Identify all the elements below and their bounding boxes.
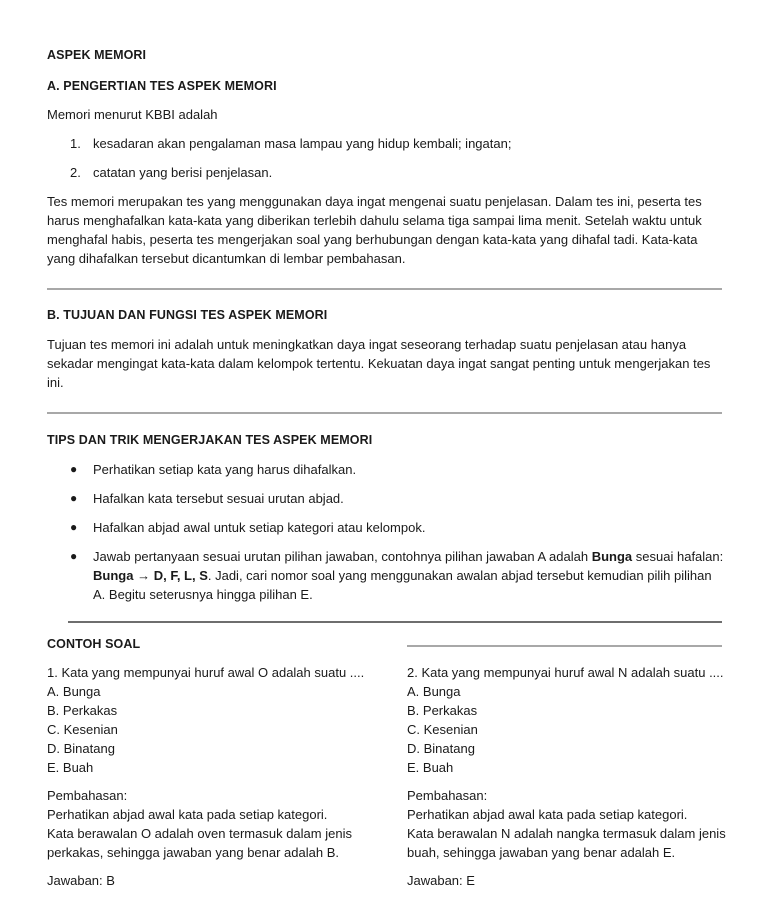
divider — [407, 645, 722, 647]
option-a: A. Bunga — [407, 684, 461, 699]
tips-heading: TIPS DAN TRIK MENGERJAKAN TES ASPEK MEMORI — [47, 433, 373, 447]
question-text: 2. Kata yang mempunyai huruf awal N adalah suatu .... — [407, 665, 724, 680]
option-e: E. Buah — [407, 760, 454, 775]
option-e: E. Buah — [47, 760, 94, 775]
discussion-line: Kata berawalan N adalah nangka termasuk dalam jenis — [407, 826, 726, 841]
divider — [47, 412, 722, 414]
example-question-1 — [47, 663, 367, 890]
list-item-number: 1. — [70, 136, 81, 151]
document-title: ASPEK MEMORI — [47, 48, 147, 62]
example-question-2 — [407, 663, 727, 890]
option-a: A. Bunga — [47, 684, 101, 699]
bullet-icon: ● — [70, 462, 78, 476]
bullet-icon: ● — [70, 491, 78, 505]
divider — [47, 288, 722, 290]
discussion-line: buah, sehingga jawaban yang benar adalah E. — [407, 845, 676, 860]
option-b: B. Perkakas — [47, 703, 118, 718]
list-item-number: 2. — [70, 165, 81, 180]
bullet-icon: ● — [70, 520, 78, 534]
option-d: D. Binatang — [407, 741, 475, 756]
tips-item: Perhatikan setiap kata yang harus dihafalkan. — [93, 462, 357, 477]
answer: Jawaban: E — [407, 873, 475, 888]
list-item: catatan yang berisi penjelasan. — [93, 165, 273, 180]
option-c: C. Kesenian — [407, 722, 478, 737]
examples-heading: CONTOH SOAL — [47, 637, 141, 651]
section-a-paragraph: Tes memori merupakan tes yang menggunakan daya ingat mengenai suatu penjelasan. Dalam tes ini, peserta tes harus menghafalkan kata-kata yang diberikan terlebih dahulu selama tiga sampai lima menit. Setelah waktu untuk menghafal habis, peserta tes mengerjakan soal yang berhubungan dengan kata-kata yang dihafal tadi. Kata-kata yang dihafalkan tersebut dicantumkan di lembar pembahasan. — [47, 194, 702, 266]
divider — [68, 621, 722, 623]
discussion-line: perkakas, sehingga jawaban yang benar adalah B. — [47, 845, 339, 860]
discussion-label: Pembahasan: — [407, 788, 488, 803]
discussion-label: Pembahasan: — [47, 788, 128, 803]
discussion-line: Kata berawalan O adalah oven termasuk dalam jenis — [47, 826, 352, 841]
tips-item: Hafalkan kata tersebut sesuai urutan abjad. — [93, 491, 344, 506]
list-item: kesadaran akan pengalaman masa lampau yang hidup kembali; ingatan; — [93, 136, 512, 151]
tips-item: Hafalkan abjad awal untuk setiap kategori atau kelompok. — [93, 520, 426, 535]
discussion-line: Perhatikan abjad awal kata pada setiap kategori. — [407, 807, 688, 822]
option-b: B. Perkakas — [407, 703, 478, 718]
tips-item-last: Jawab pertanyaan sesuai urutan pilihan jawaban, contohnya pilihan jawaban A adalah Bunga sesuai hafalan: Bunga → D, F, L, S. Jadi, cari nomor soal yang menggunakan awalan abjad tersebut kemudian pilih pilihan A. Begitu seterusnya hingga pilihan E. — [93, 549, 724, 602]
option-d: D. Binatang — [47, 741, 115, 756]
section-a-intro: Memori menurut KBBI adalah — [47, 107, 218, 122]
bullet-icon: ● — [70, 549, 78, 563]
option-c: C. Kesenian — [47, 722, 118, 737]
section-b-paragraph: Tujuan tes memori ini adalah untuk meningkatkan daya ingat seseorang terhadap suatu penjelasan atau hanya sekadar mengingat kata-kata dalam kelompok tertentu. Kekuatan daya ingat sangat penting untuk mengerjakan tes ini. — [47, 337, 711, 390]
question-text: 1. Kata yang mempunyai huruf awal O adalah suatu .... — [47, 665, 365, 680]
discussion-line: Perhatikan abjad awal kata pada setiap kategori. — [47, 807, 328, 822]
section-b-heading: B. TUJUAN DAN FUNGSI TES ASPEK MEMORI — [47, 308, 328, 322]
answer: Jawaban: B — [47, 873, 115, 888]
arrow-right-icon: → — [137, 568, 151, 583]
section-a-heading: A. PENGERTIAN TES ASPEK MEMORI — [47, 79, 277, 93]
